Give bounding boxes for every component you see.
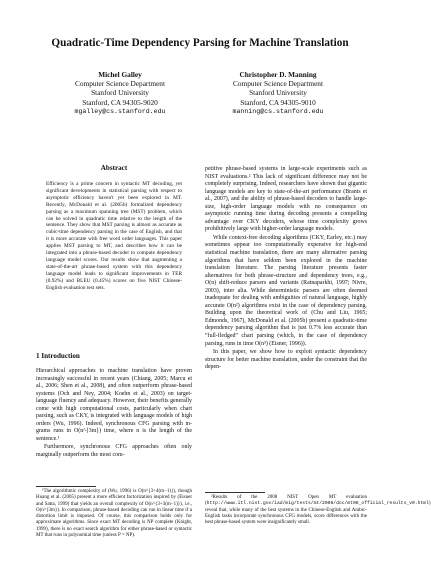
- author-email: mgalley@cs.stanford.edu: [74, 107, 166, 115]
- footnote-text-post: ) reveal that, while many of the best systems in the Chinese-English and Arabic-English tasks incorporate synchronous CFG models, score differences with the best phrase-based system were insignificantly small.: [205, 501, 431, 526]
- author-block-2: [203, 70, 353, 116]
- paragraph: Furthermore, synchronous CFG approaches often only marginally outperform the most com-: [36, 444, 192, 459]
- footnote-rule: [205, 492, 265, 493]
- author-email: manning@cs.stanford.edu: [232, 107, 324, 115]
- footnote-rule: [36, 486, 96, 487]
- author-name: Christopher D. Manning: [239, 70, 317, 79]
- section-heading-introduction: 1 Introduction: [36, 352, 80, 360]
- abstract-text: Efficiency is a prime concern in syntactic MT decoding, yet significant developments in statistical parsing with respect to asymptotic efficiency haven't yet been explored in MT. Recently, McDonald et al. (2005b) formalized dependency parsing as a maximum spanning tree (MST) problem, which can be solved in quadratic time relative to the length of the sentence. They show that MST parsing is almost as accurate as cubic-time dependency parsing in the case of English, and that it is more accurate with free word order languages. This paper applies MST parsing to MT, and describes how it can be integrated into a phrase-based decoder to compute dependency language model scores. Our results show that augmenting a state-of-the-art phrase-based system with this dependency language model leads to significant improvements in TER (0.92%) and BLEU (0.45%) scores on five NIST Chinese-English evaluation test sets.: [46, 181, 182, 291]
- paper-title: Quadratic-Time Dependency Parsing for Machine Translation: [51, 37, 349, 49]
- footnote-text-pre: ²Results of the 2008 NIST Open MT evaluation (: [205, 495, 367, 507]
- paragraph: While context-free decoding algorithms (CKY, Earley, etc.) may sometimes appear too computationally expensive for high-end statistical machine translation, there are many alternative parsing algorithms that have seldom been explored in the machine translation literature. The parsing literature presents faster alternatives for both phrase-structure and dependency trees, e.g., O(n) shift-reduce parsers and variants (Ratnaparkhi, 1997; Nivre, 2003), inter alia. While deterministic parsers are often deemed inadequate for dealing with ambiguities of natural language, highly accurate O(n²) algorithms exist in the case of dependency parsing. Building upon the theoretical work of (Chu and Liu, 1965; Edmonds, 1967), McDonald et al. (2005b) present a quadratic-time dependency parsing algorithm that is just 0.7% less accurate than “full-fledged” chart parsing (which, in the case of dependency parsing, runs in time O(n³) (Eisner, 1996)).: [205, 234, 367, 347]
- paragraph: In this paper, we show how to exploit syntactic dependency structure for better machine translation, under the constraint that the depen-: [205, 349, 367, 371]
- footnote-2: [205, 495, 431, 526]
- author-addr: Stanford, CA 94305-9010: [240, 97, 316, 107]
- right-column-body: [205, 166, 367, 373]
- footnote-text: [205, 495, 431, 526]
- author-univ: Stanford University: [91, 88, 149, 98]
- author-dept: Computer Science Department: [75, 79, 165, 89]
- abstract-heading: Abstract: [100, 164, 128, 172]
- author-name: Michel Galley: [98, 70, 142, 79]
- footnote-url-link[interactable]: http://www.itl.nist.gov/iad/mig/tests/mt/2008/doc/mt08_official_results_v0.html: [206, 501, 429, 507]
- author-block-1: [45, 70, 195, 116]
- author-addr: Stanford, CA 94305-9020: [82, 97, 158, 107]
- paragraph: Hierarchical approaches to machine translation have proven increasingly successful in recent years (Chiang, 2005; Marcu et al., 2006; Shen et al., 2008), and often outperform phrase-based systems (Och and Ney, 2004; Koehn et al., 2003) on target-language fluency and adequacy. However, their benefits generally come with high computational costs, particularly when chart parsing, such as CKY, is integrated with language models of high orders (Wu, 1996). Indeed, synchronous CFG parsing with m-grams runs in O(n^{3m}) time, where n is the length of the sentence.¹: [36, 368, 192, 442]
- author-univ: Stanford University: [249, 88, 307, 98]
- left-column-body: [36, 368, 192, 461]
- footnote-1: [36, 489, 192, 539]
- author-dept: Computer Science Department: [233, 79, 323, 89]
- paragraph: petitive phrase-based systems in large-scale experiments such as NIST evaluations.² This lack of significant difference may not be completely surprising. Indeed, researchers have shown that gigantic language models are key to state-of-the-art performance (Brants et al., 2007), and the ability of phrase-based decoders to handle large-size, high-order language models with no consequence on asymptotic running time during decoding presents a compelling advantage over CKY decoders, whose time complexity grows prohibitively large with higher-order language models.: [205, 166, 367, 233]
- abstract-body: [46, 181, 182, 292]
- footnote-text: ¹The algorithmic complexity of (Wu, 1996) is O(n^{3+4(m−1)}), though Huang et al. (2005) present a more efficient factorization inspired by (Eisner and Satta, 1999) that yields an overall complexity of O(n^{3+3(m−1)}), i.e., O(n^{3m}). In comparison, phrase-based decoding can run in linear time if a distortion limit is imposed. Of course, this comparison holds only for approximate algorithms. Since exact MT decoding is NP complete (Knight, 1999), there is no exact search algorithm for either phrase-based or syntactic MT that runs in polynomial time (unless P = NP).: [36, 489, 192, 539]
